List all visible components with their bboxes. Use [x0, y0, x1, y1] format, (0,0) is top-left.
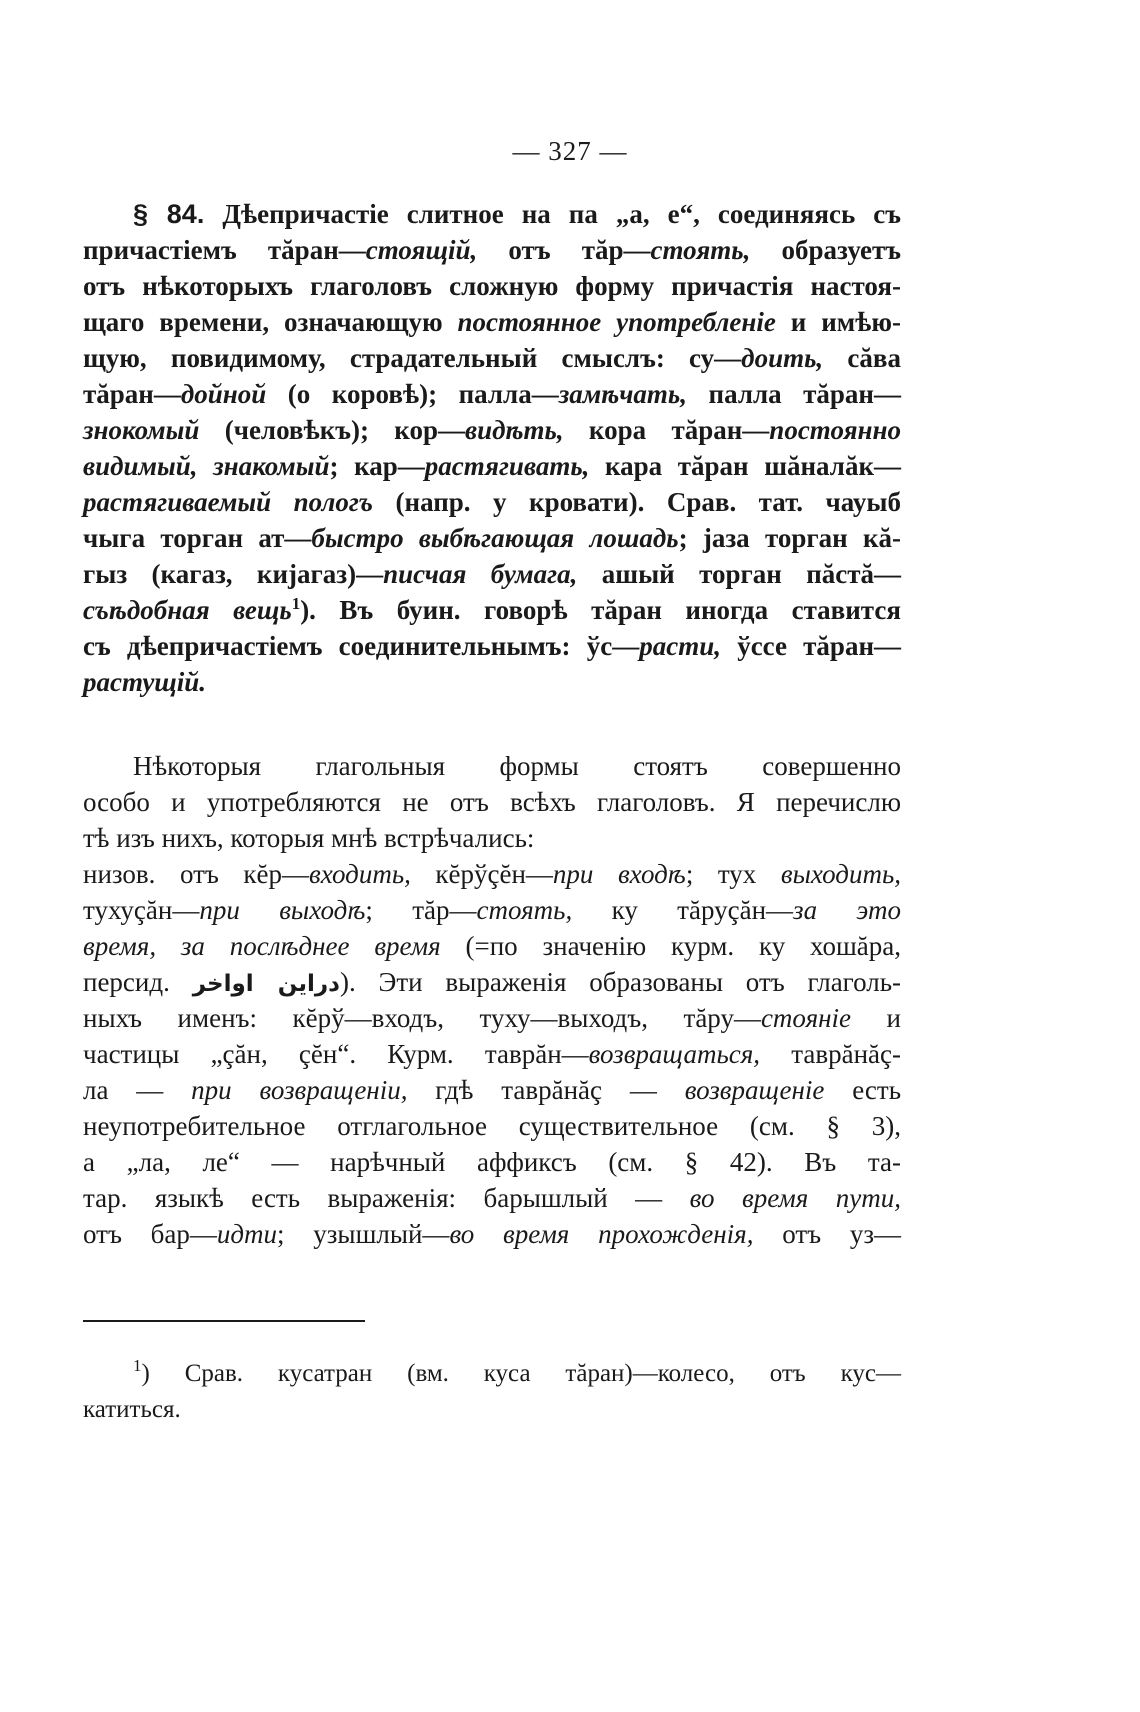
- paragraph-line: персид. دراين اواخر). Эти выраженія образованы отъ глаголь-: [83, 967, 902, 997]
- paragraph-line: знокомый (человѣкъ); кор—видѣть, кора тăран—постоянно: [83, 415, 901, 445]
- paragraph-line: щаго времени, означающую постоянное употребленіе и имѣю-: [83, 307, 901, 337]
- footnote-marker: 1: [133, 1356, 142, 1375]
- paragraph-line: ла — при возвращеніи, гдѣ таврăнăç — возвращеніе есть: [83, 1075, 902, 1105]
- paragraph-line: съѣдобная вещь$^1$). Въ буин. говорѣ тăран иногда ставится: [83, 594, 901, 625]
- paragraph-line: съ дѣепричастіемъ соединительнымъ: ўс—расти, ўссе тăран—: [83, 631, 901, 661]
- paragraph-line: чыга торган ат—быстро выбѣгающая лошадь; јаза торган кă-: [83, 523, 901, 553]
- footnote-line: $^1$) Срав. кусатран (вм. куса тăран)—колесо, отъ кус—: [133, 1356, 901, 1387]
- paragraph-line: отъ нѣкоторыхъ глаголовъ сложную форму причастія настоя-: [83, 271, 901, 301]
- paragraph-line: растягиваемый пологъ (напр. у кровати). Срав. тат. чауыб: [83, 487, 901, 517]
- paragraph-line: время, за послѣднее время (=по значенію курм. ку хошăра,: [83, 931, 901, 961]
- persian-phrase: دراين اواخر: [192, 971, 340, 997]
- paragraph-line: частицы „çăн, çĕн“. Курм. таврăн—возвращаться, таврăнăç-: [83, 1039, 901, 1069]
- footnote-divider: [83, 1320, 365, 1322]
- section-number: § 84.: [133, 199, 205, 229]
- paragraph-line: ныхъ именъ: кĕрў—входъ, туху—выходъ, тăру—стояніе и: [83, 1003, 901, 1033]
- paragraph-line: видимый, знакомый; кар—растягивать, кара тăран шăналăк—: [83, 451, 901, 481]
- paragraph-line: тухуçăн—при выходѣ; тăр—стоять, ку тăруçăн—за это: [83, 895, 901, 925]
- footnote-line: катиться.: [83, 1396, 181, 1423]
- paragraph-line: неупотребительное отглагольное существительное (см. § 3),: [83, 1111, 901, 1141]
- paragraph-line: тăран—дойной (о коровѣ); палла—замѣчать, палла тăран—: [83, 379, 901, 409]
- paragraph-line: особо и употребляются не отъ всѣхъ глаголовъ. Я перечислю: [83, 787, 901, 817]
- footnote-reference: 1: [291, 594, 301, 613]
- paragraph-line: тар. языкѣ есть выраженія: барышлый — во время пути,: [83, 1183, 901, 1213]
- paragraph-line: растущій.: [83, 667, 207, 697]
- paragraph-line: отъ бар—идти; узышлый—во время прохожденія, отъ уз—: [83, 1219, 901, 1249]
- paragraph-line: щую, повидимому, страдательный смыслъ: су—доить, сăва: [83, 343, 901, 373]
- paragraph-line: Нѣкоторыя глагольныя формы стоятъ совершенно: [133, 751, 901, 781]
- page-number: — 327 —: [512, 136, 628, 166]
- paragraph-line: причастіемъ тăран—стоящій, отъ тăр—стоять, образуетъ: [83, 235, 901, 265]
- paragraph-line: гыз (кагаз, кијагаз)—писчая бумага, ашый торган пăстă—: [83, 559, 901, 589]
- paragraph-line: низов. отъ кĕр—входить, кĕрўçĕн—при входѣ; тух выходить,: [83, 859, 901, 889]
- paragraph-line: а „ла, ле“ — нарѣчный аффиксъ (см. § 42). Въ та-: [83, 1147, 901, 1177]
- paragraph-line: тѣ изъ нихъ, которыя мнѣ встрѣчались:: [83, 823, 535, 853]
- paragraph-line: § 84. Дѣепричастіе слитное на па „а, е“, соединяясь съ: [133, 199, 901, 229]
